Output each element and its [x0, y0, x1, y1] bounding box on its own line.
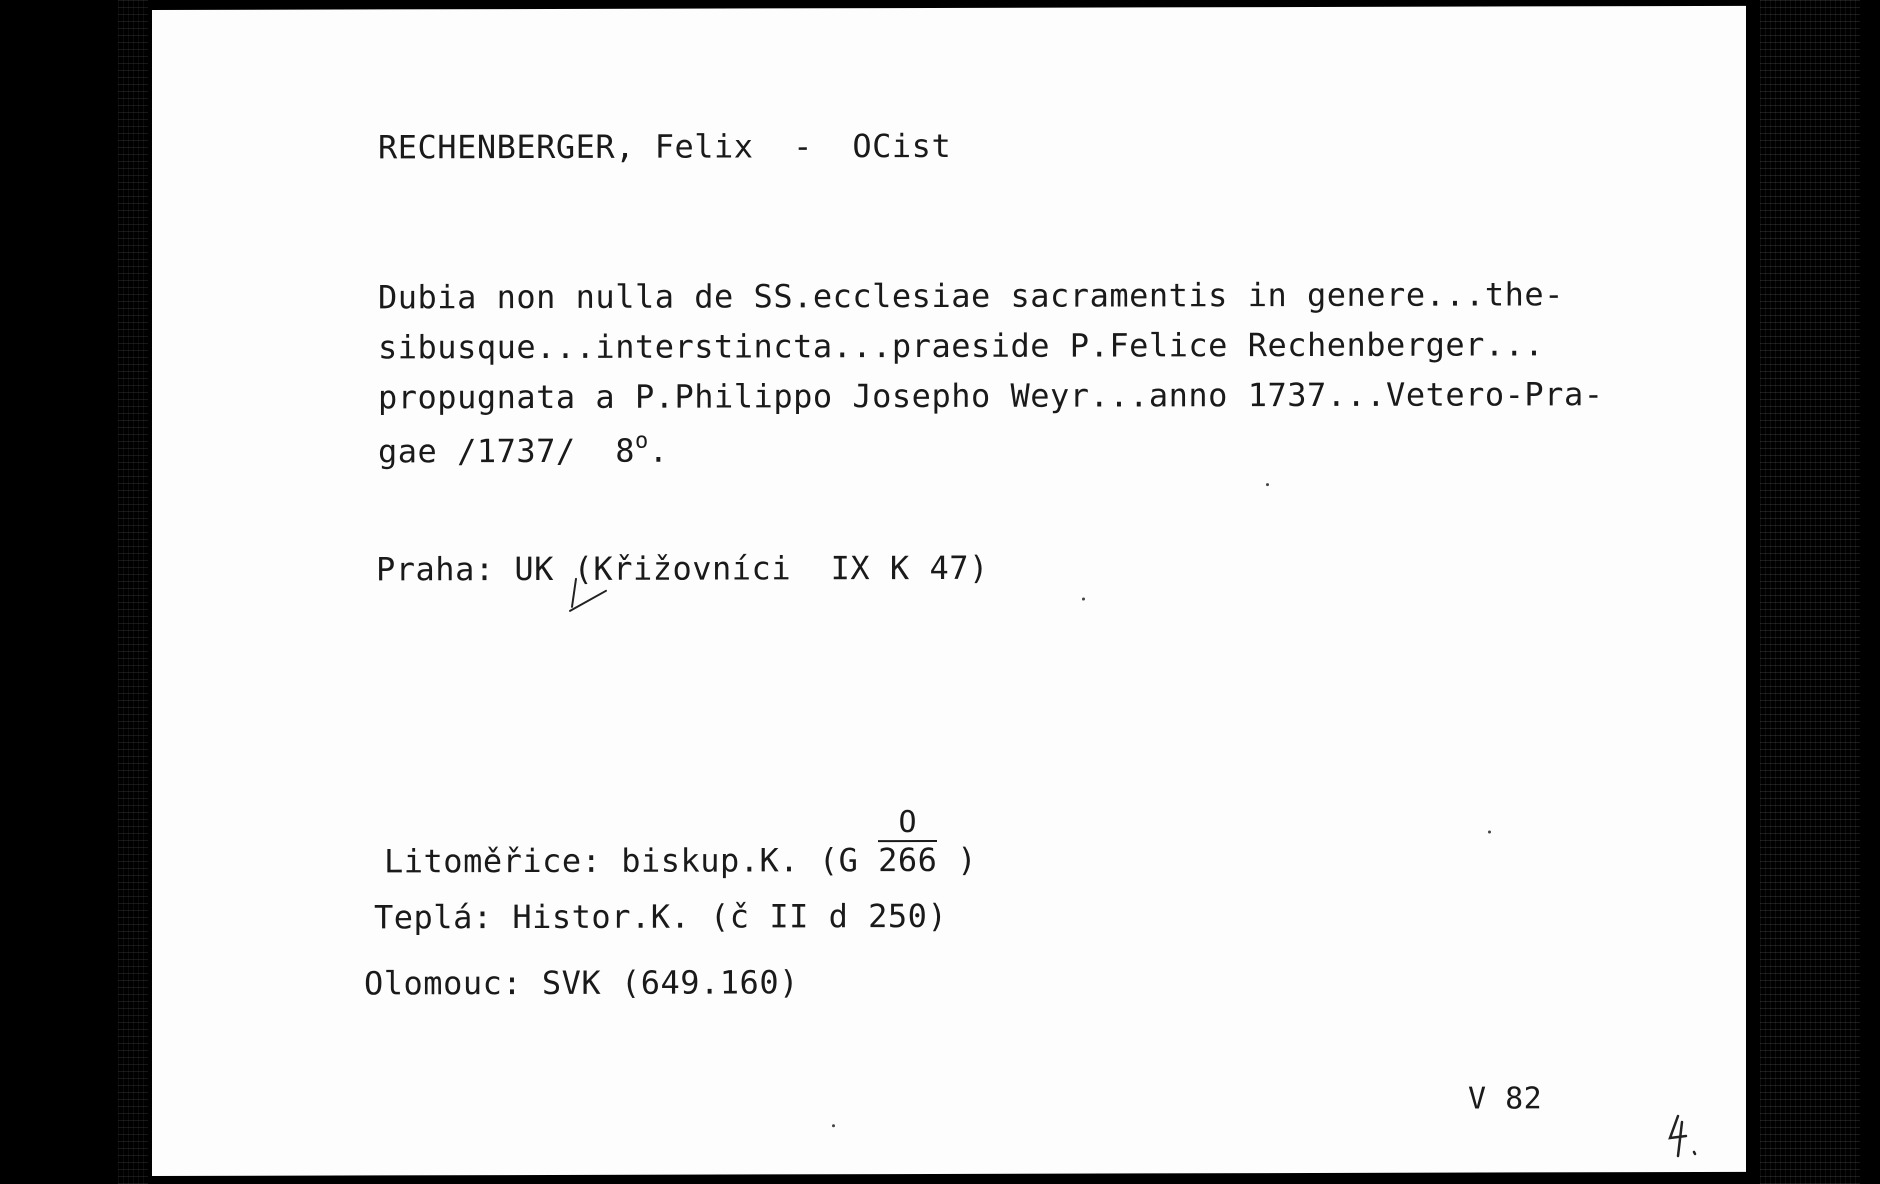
title-line-3: propugnata a P.Philippo Josepho Weyr...anno 1737...Vetero-Pra-: [378, 375, 1604, 417]
location-tepla: Teplá: Histor.K. (č II d 250): [374, 896, 948, 937]
title-last-end: .: [648, 431, 669, 470]
title-line-2: sibusque...interstincta...praeside P.Felice Rechenberger...: [378, 325, 1545, 367]
location-olomouc: Olomouc: SVK (649.160): [364, 963, 799, 1003]
title-line-1: Dubia non nulla de SS.ecclesiae sacramentis in genere...the-: [378, 275, 1564, 317]
fraction-denominator: 266: [878, 840, 938, 880]
litomerice-suffix: ): [937, 840, 977, 879]
title-last-text: gae /1737/ 8: [378, 431, 635, 471]
speck: [832, 1124, 835, 1127]
location-litomerice: [384, 804, 977, 881]
handwritten-tick-mark: [566, 571, 616, 617]
shelf-mark: V 82: [1468, 1081, 1543, 1117]
location-praha: Praha: UK (Křižovníci IX K 47): [376, 548, 989, 589]
speck: [1082, 598, 1085, 601]
title-line-4: [378, 428, 669, 471]
speck: [1266, 483, 1269, 486]
degree-superscript: o: [634, 428, 649, 454]
catalog-card: [152, 6, 1746, 1176]
card-heading: RECHENBERGER, Felix - OCist: [378, 126, 952, 167]
film-edge-left: [118, 0, 148, 1184]
fraction-numerator: O: [878, 808, 937, 842]
film-edge-right: [1760, 0, 1860, 1184]
handwritten-number-mark: [1664, 1112, 1704, 1162]
litomerice-prefix: Litoměřice: biskup.K. (G: [384, 841, 879, 881]
speck: [1488, 830, 1491, 833]
shelf-fraction: [878, 804, 938, 880]
